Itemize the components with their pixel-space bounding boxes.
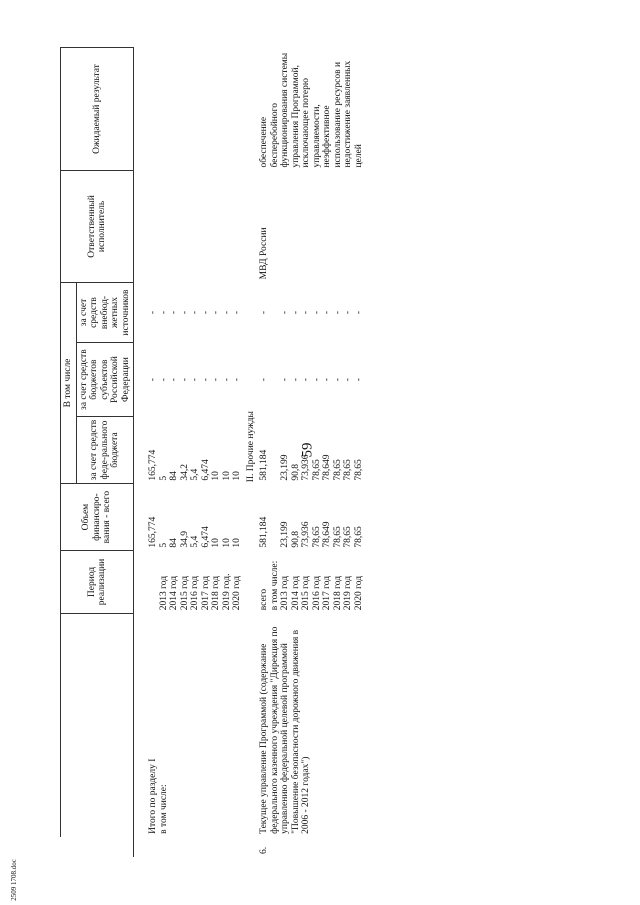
header-period: Период реализации [61, 551, 134, 614]
section2-fed: 581,184 23,199 90,8 73,936 78,65 78,649 78,65 78,65 78,65 [259, 449, 364, 481]
section2-reg: - - - - - - - - - [259, 378, 364, 382]
expected-result: обеспечение бесперебойного функционирования системы управления Программой, исключающее потерю управляемости, неэффективное использование ресурсов и недостижение заявленных целей [259, 52, 364, 168]
rotated-table-page [60, 47, 580, 857]
section1-periods: 2013 год 2014 год 2015 год 2016 год 2017 год 2018 год 2019 год. 2020 год [158, 573, 242, 611]
header-empty-name [61, 613, 134, 837]
header-result: Ожидаемый результат [61, 48, 134, 171]
header-responsible: Ответственный исполнитель [61, 171, 134, 283]
section2-row-6 [259, 48, 364, 858]
responsible-executor: МВД России [259, 227, 269, 280]
section1-fed: 165,774 5 84 34,2 5,4 6,474 10 10 10 [148, 449, 242, 481]
section1-extra: - - - - - - - - - [148, 310, 242, 315]
header-in-total: В том числе [61, 282, 77, 483]
section2-title: II. Прочие нужды [245, 411, 256, 483]
item-number: 6. [259, 846, 269, 854]
section1-total-label: Итого по разделу I в том числе: [148, 758, 169, 834]
footer-filename: 2509 1708.doc [10, 859, 18, 901]
header-fed: за счет средств феде-рального бюджета [76, 417, 134, 484]
header-extra: за счет средств внебюд-жетных источников [76, 282, 134, 342]
header-empty-num [61, 837, 134, 857]
section1-total-row [148, 48, 243, 858]
section2-periods: всего в том числе: 2013 год 2014 год 2015 год 2016 год 2017 год 2018 год 2019 год 2020 год [259, 560, 364, 611]
financing-table [60, 47, 364, 857]
section1-volume: 165,774 5 84 34,9 5,4 6,474 10 10 10 [148, 516, 242, 548]
section1-reg: - - - - - - - - - [148, 378, 242, 382]
page-number: 59 [299, 442, 316, 458]
header-volume: Объем финансиро-вания - всего [61, 484, 134, 551]
item-name: Текущее управление Программой (содержание федерального казенного учреждения "Дирекция по управлению федеральной целевой программой "Повышение безопасности дорожного движения в 2006 - 2012 годах") [259, 626, 311, 834]
section2-extra: - - - - - - - - - [259, 310, 364, 315]
header-reg: за счет средств бюджетов субъектов Российской Федерации [76, 343, 134, 417]
section2-volume: 581,184 23,199 90,8 73,936 78,65 78,649 78,65 78,65 78,65 [259, 516, 364, 548]
